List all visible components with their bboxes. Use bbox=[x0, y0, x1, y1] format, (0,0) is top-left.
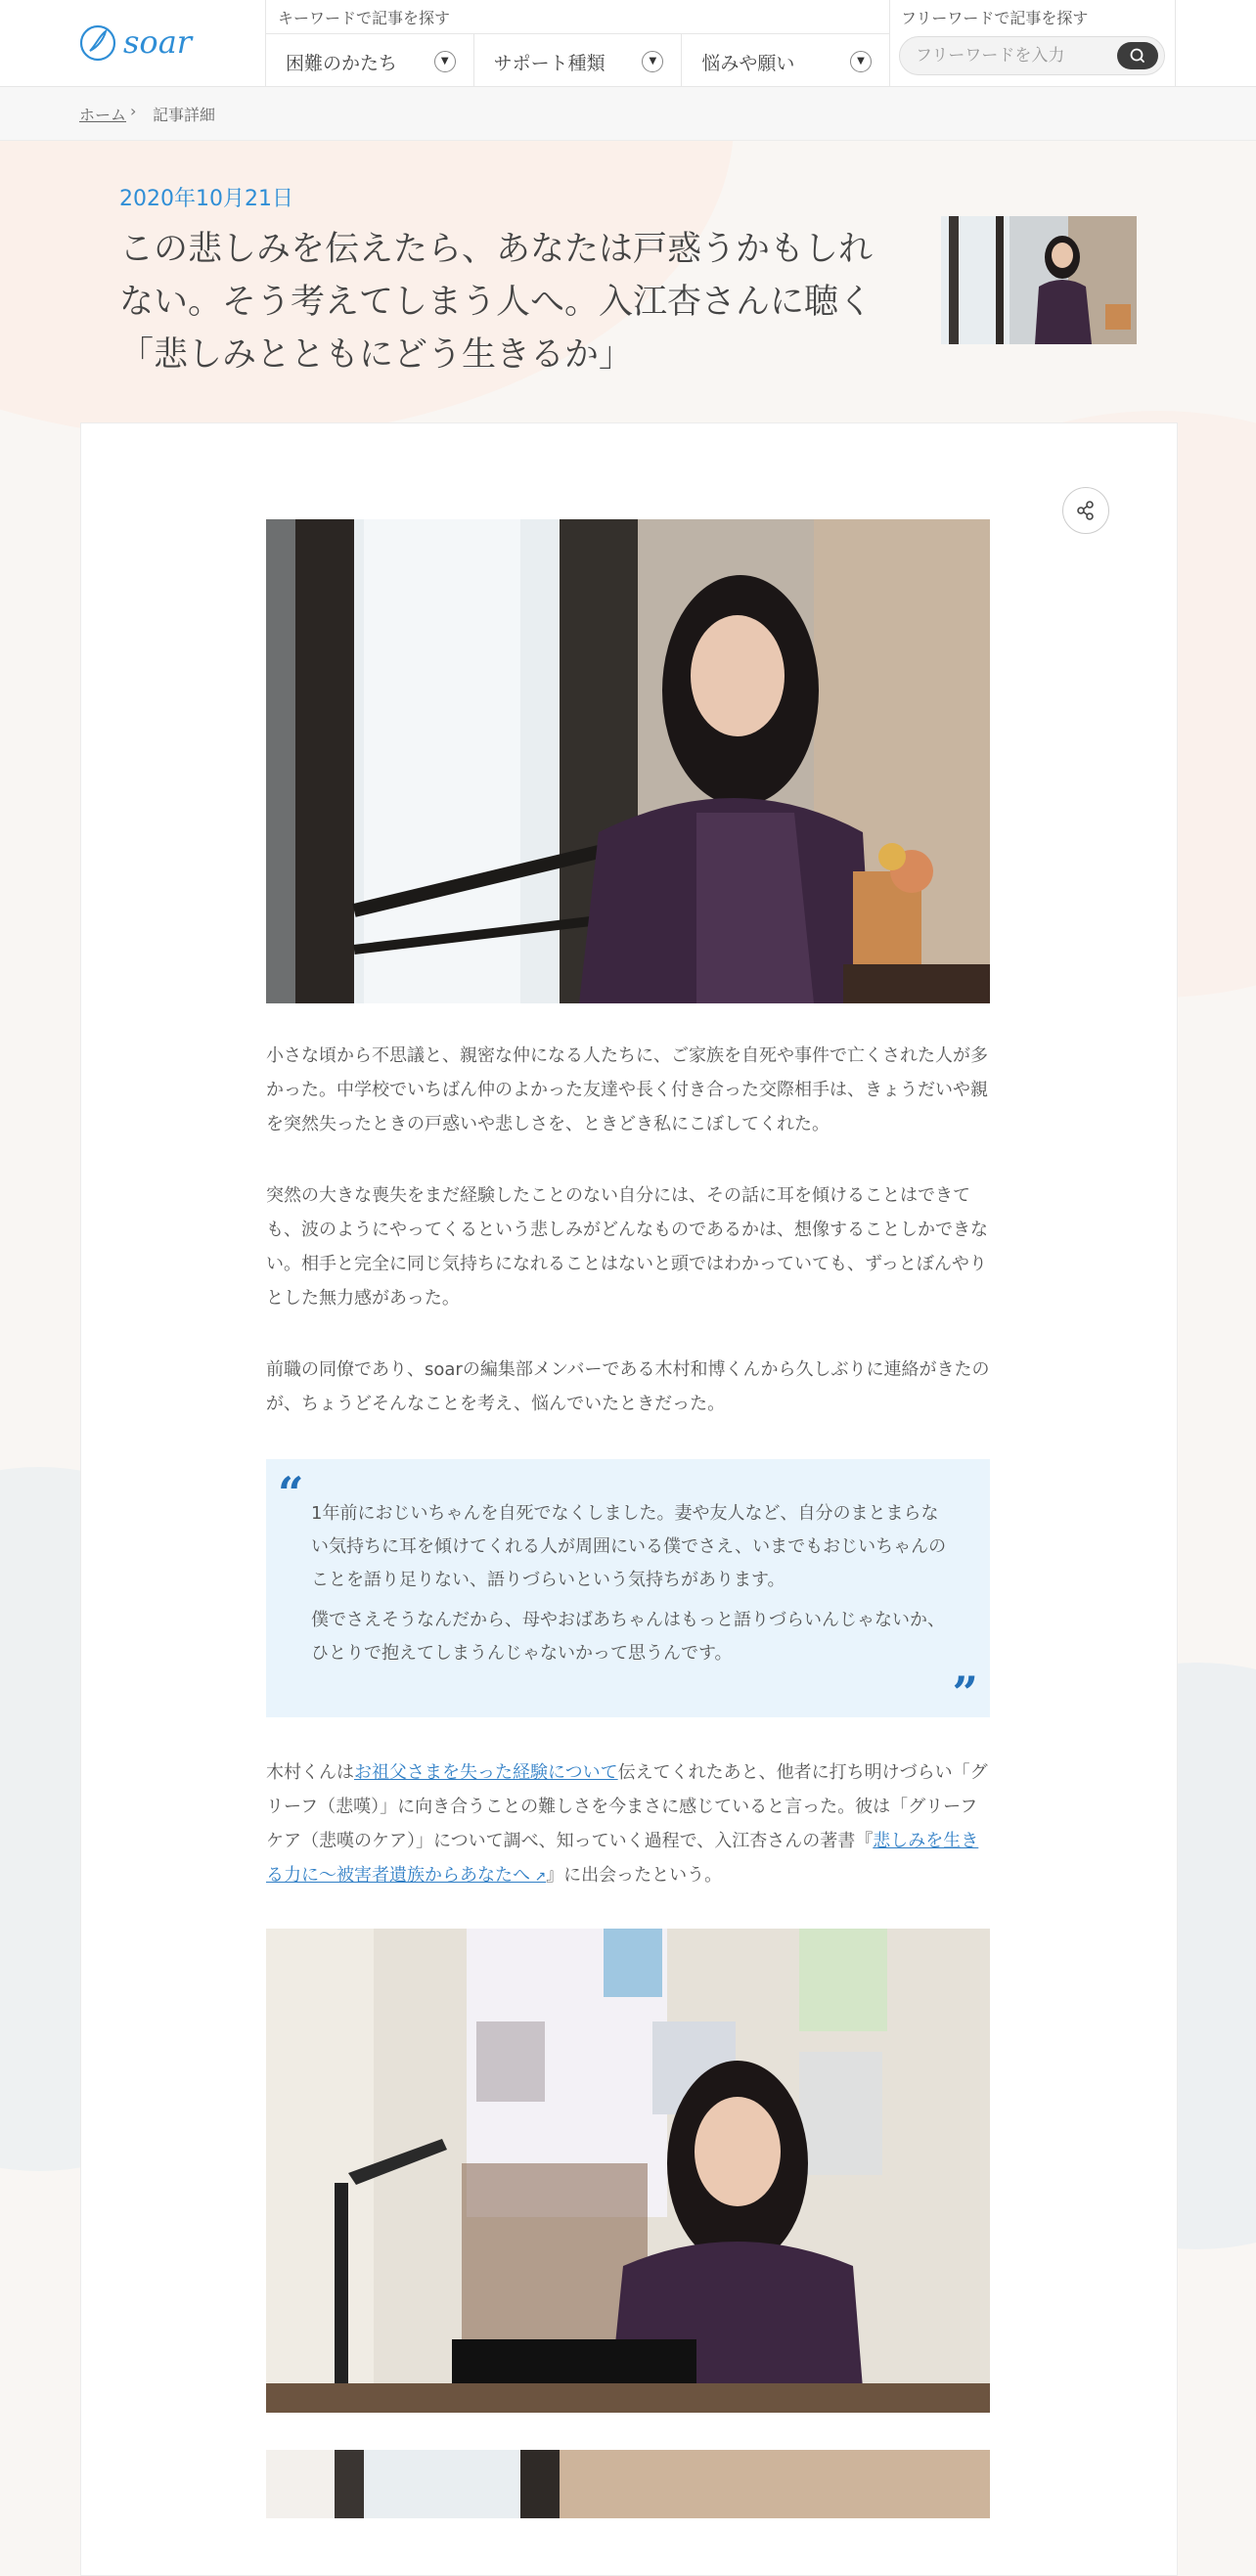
logo-text: soar bbox=[123, 23, 193, 61]
search-icon bbox=[1117, 42, 1158, 69]
select-support-type[interactable] bbox=[474, 34, 683, 87]
select-worries[interactable] bbox=[682, 34, 889, 87]
book-link[interactable]: 悲しみを生きる力に～被害者遺族からあなたへ ↗ bbox=[266, 1831, 979, 1886]
quote-close-icon: ” bbox=[952, 1666, 978, 1719]
article-paragraph: 小さな頃から不思議と、親密な仲になる人たちに、ご家族を自死や事件で亡くされた人が多かった。中学校でいちばん仲のよかった友達や長く付き合った交際相手は、きょうだいや親を突然失ったときの戸惑いや悲しさを、ときどき私にこぼしてくれた。 bbox=[266, 1045, 988, 1134]
freeword-search bbox=[889, 0, 1176, 86]
breadcrumb-current: 記事詳細 bbox=[153, 106, 216, 124]
select-label: 困難のかたち bbox=[286, 53, 398, 74]
select-label: 悩みや願い bbox=[701, 53, 795, 74]
select-label: サポート種類 bbox=[493, 53, 606, 74]
share-button[interactable] bbox=[1062, 487, 1109, 534]
site-header bbox=[0, 0, 1256, 87]
blockquote bbox=[266, 1459, 990, 1717]
article-photo-desk bbox=[266, 1929, 990, 2413]
article-photo-partial bbox=[266, 2450, 990, 2518]
article-date: 2020年10月21日 bbox=[119, 187, 293, 211]
chevron-down-icon: ▼ bbox=[850, 51, 872, 72]
external-link-icon: ↗ bbox=[530, 1869, 547, 1885]
keyword-search bbox=[265, 0, 890, 86]
article-thumbnail bbox=[941, 216, 1137, 344]
share-icon bbox=[1063, 488, 1108, 533]
article-paragraph: 木村くんはお祖父さまを失った経験について伝えてくれたあと、他者に打ち明けづらい「グリーフ（悲嘆）」に向き合うことの難しさを今まさに感じていると言った。彼は「グリーフケア（悲嘆のケア）」について調べ、知っていく過程で、入江杏さんの著書『悲しみを生きる力に～被害者遺族からあなたへ ↗』に出会ったという。 bbox=[266, 1762, 988, 1886]
chevron-down-icon: ▼ bbox=[642, 51, 663, 72]
related-article-link[interactable]: お祖父さまを失った経験について bbox=[354, 1762, 618, 1783]
article-paragraph: 前職の同僚であり、soarの編集部メンバーである木村和博くんから久しぶりに連絡がきたのが、ちょうどそんなことを考え、悩んでいたときだった。 bbox=[266, 1359, 990, 1414]
chevron-right-icon: › bbox=[130, 102, 137, 120]
keyword-search-label: キーワードで記事を探す bbox=[278, 9, 451, 27]
article-title: この悲しみを伝えたら、あなたは戸惑うかもしれない。そう考えてしまう人へ。入江杏さんに聴く「悲しみとともにどう生きるか」 bbox=[119, 230, 874, 375]
chevron-down-icon: ▼ bbox=[434, 51, 456, 72]
breadcrumb bbox=[0, 87, 1256, 141]
quote-paragraph: 1年前におじいちゃんを自死でなくしました。妻や友人など、自分のまとまらない気持ちに耳を傾けてくれる人が周囲にいる僕でさえ、いまでもおじいちゃんのことを語り足りない、語りづらいという気持ちがあります。 bbox=[311, 1503, 947, 1590]
quote-open-icon: “ bbox=[278, 1467, 304, 1520]
soar-logo[interactable] bbox=[78, 20, 235, 67]
article-photo-main bbox=[266, 519, 990, 1003]
select-difficulty[interactable] bbox=[266, 34, 474, 87]
article-paragraph: 突然の大きな喪失をまだ経験したことのない自分には、その話に耳を傾けることはできても、波のようにやってくるという悲しみがどんなものであるかは、想像することしかできない。相手と完全に同じ気持ちになれることはないと頭ではわかっていても、ずっとぼんやりとした無力感があった。 bbox=[266, 1185, 988, 1309]
breadcrumb-home-link[interactable]: ホーム bbox=[79, 106, 127, 124]
quote-paragraph: 僕でさえそうなんだから、母やおばあちゃんはもっと語りづらいんじゃないか、ひとりで抱えてしまうんじゃないかって思うんです。 bbox=[311, 1610, 945, 1664]
search-input[interactable] bbox=[900, 37, 1127, 74]
search-button[interactable] bbox=[1117, 42, 1158, 69]
freeword-search-label: フリーワードで記事を探す bbox=[901, 9, 1089, 27]
